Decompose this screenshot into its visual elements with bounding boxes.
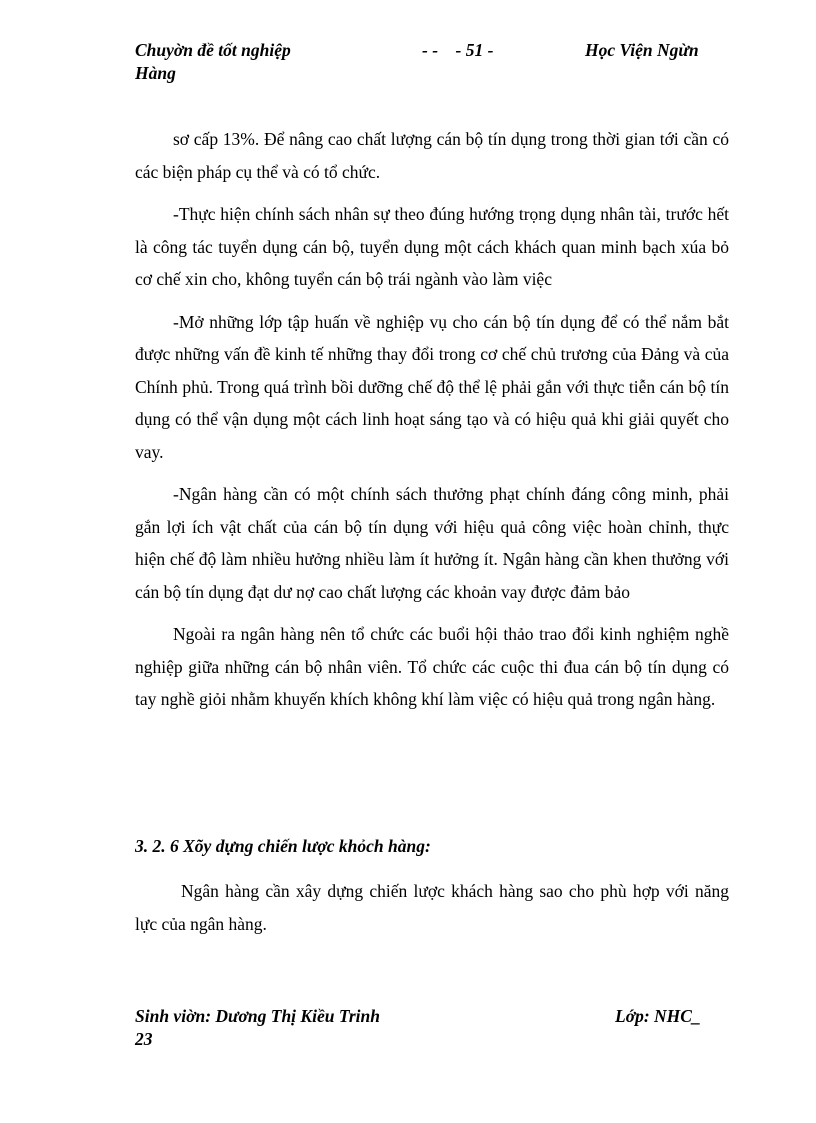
- paragraph: Ngoài ra ngân hàng nên tổ chức các buổi hội thảo trao đổi kinh nghiệm nghề nghiệp giữa những cán bộ nhân viên. Tổ chức các cuộc thi đua cán bộ tín dụng có tay nghề giỏi nhằm khuyến khích không khí làm việc có hiệu quả trong ngân hàng.: [135, 624, 729, 709]
- paragraph: -Ngân hàng cần có một chính sách thưởng phạt chính đáng công minh, phải gắn lợi ích vật chất của cán bộ tín dụng với hiệu quả công việc hoàn chỉnh, thực hiện chế độ làm nhiều hưởng nhiều làm ít hưởng ít. Ngân hàng cần khen thưởng với cán bộ tín dụng đạt dư nợ cao chất lượng các khoản vay được đảm bảo: [135, 484, 729, 602]
- header-institution-continued: Hàng: [135, 63, 176, 83]
- header-document-title: Chuyờn đề tốt nghiệp: [135, 40, 291, 60]
- section-heading: 3. 2. 6 Xõy dựng chiến lược khỏch hàng:: [135, 836, 431, 856]
- footer-class-continued: 23: [135, 1029, 153, 1049]
- paragraph: -Thực hiện chính sách nhân sự theo đúng hướng trọng dụng nhân tài, trước hết là công tác tuyển dụng cán bộ, tuyển dụng một cách khách quan minh bạch xúa bỏ cơ chế xin cho, không tuyển cán bộ trái ngành vào làm việc: [135, 204, 729, 289]
- footer-class: Lớp: NHC_: [615, 1006, 701, 1026]
- footer-student-name: Sinh viờn: Dương Thị Kiều Trinh: [135, 1006, 381, 1026]
- body-text: [135, 123, 729, 726]
- closing-text: [135, 875, 729, 940]
- header-page-number: - - - 51 -: [422, 40, 494, 60]
- page-header: [135, 38, 735, 84]
- paragraph: sơ cấp 13%. Để nâng cao chất lượng cán bộ tín dụng trong thời gian tới cần có các biện pháp cụ thể và có tổ chức.: [135, 129, 729, 182]
- paragraph: Ngân hàng cần xây dựng chiến lược khách hàng sao cho phù hợp với năng lực của ngân hàng.: [135, 881, 729, 934]
- paragraph: -Mở những lớp tập huấn về nghiệp vụ cho cán bộ tín dụng để có thể nắm bắt được những vấn đề kinh tế những thay đổi trong cơ chế chủ trương của Đảng và của Chính phủ. Trong quá trình bồi dưỡng chế độ thể lệ phải gắn với thực tiễn cán bộ tín dụng có thể vận dụng một cách linh hoạt sáng tạo và có hiệu quả khi giải quyết cho vay.: [135, 311, 729, 462]
- header-institution: Học Viện Ngừn: [585, 40, 699, 60]
